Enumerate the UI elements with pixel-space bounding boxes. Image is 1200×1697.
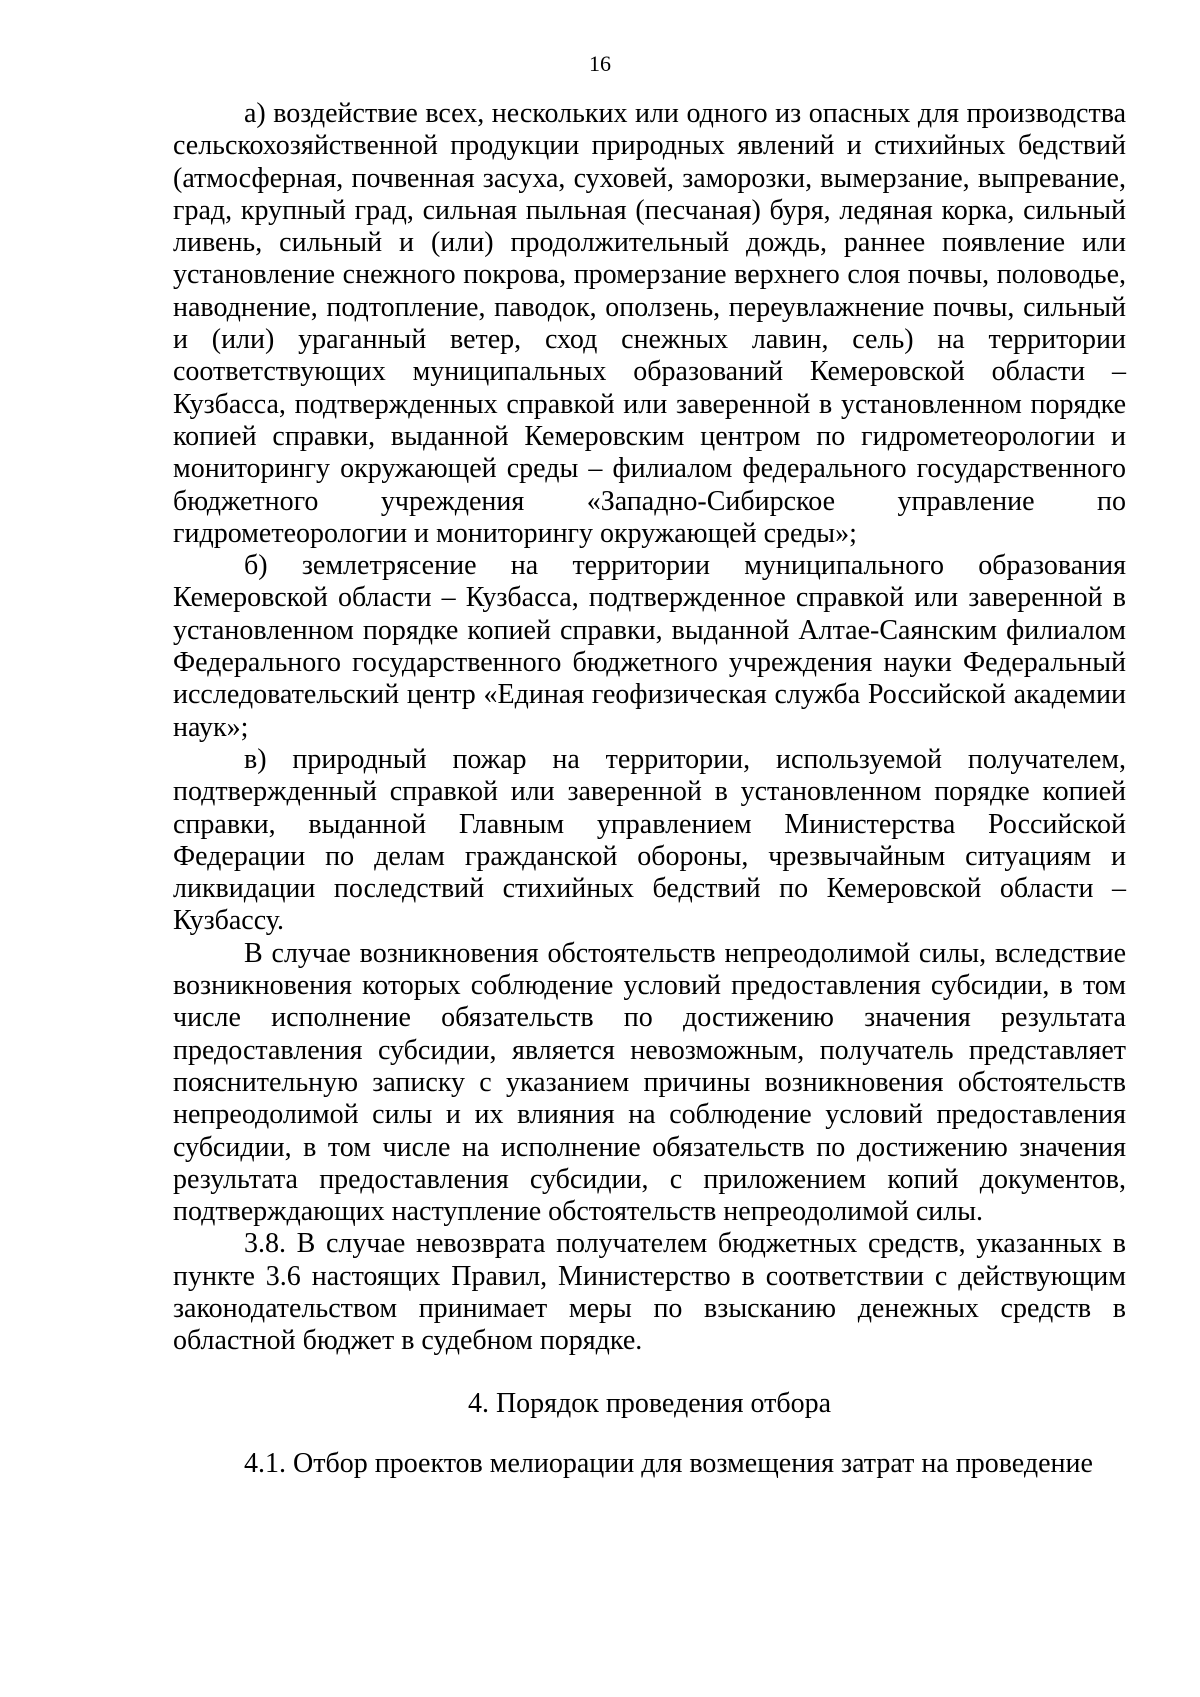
paragraph-force-majeure: В случае возникновения обстоятельств непреодолимой силы, вследствие возникновения которых соблюдение условий предоставления субсидии, в том числе исполнение обязательств по достижению значения результата предоставления субсидии, является невозможным, получатель представляет пояснительную записку с указанием причины возникновения обстоятельств непреодолимой силы и их влияния на соблюдение условий предоставления субсидии, в том числе на исполнение обязательств по достижению значения результата предоставления субсидии, с приложением копий документов, подтверждающих наступление обстоятельств непреодолимой силы. bbox=[173, 937, 1126, 1228]
paragraph-wildfire: в) природный пожар на территории, используемой получателем, подтвержденный справкой или заверенной в установленном порядке копией справки, выданной Главным управлением Министерства Российской Федерации по делам гражданской обороны, чрезвычайным ситуациям и ликвидации последствий стихийных бедствий по Кемеровской области – Кузбассу. bbox=[173, 743, 1126, 937]
section-heading: 4. Порядок проведения отбора bbox=[467, 1387, 832, 1419]
document-body bbox=[173, 98, 1126, 1480]
paragraph-natural-hazards: а) воздействие всех, нескольких или одного из опасных для производства сельскохозяйственной продукции природных явлений и стихийных бедствий (атмосферная, почвенная засуха, суховей, заморозки, вымерзание, выпревание, град, крупный град, сильная пыльная (песчаная) буря, ледяная корка, сильный ливень, сильный и (или) продолжительный дождь, раннее появление или установление снежного покрова, промерзание верхнего слоя почвы, половодье, наводнение, подтопление, паводок, оползень, переувлажнение почвы, сильный и (или) ураганный ветер, сход снежных лавин, сель) на территории соответствующих муниципальных образований Кемеровской области – Кузбасса, подтвержденных справкой или заверенной в установленном порядке копией справки, выданной Кемеровским центром по гидрометеорологии и мониторингу окружающей среды – филиалом федерального государственного бюджетного учреждения «Западно-Сибирское управление по гидрометеорологии и мониторингу окружающей среды»; bbox=[173, 98, 1126, 549]
paragraph-3-8: 3.8. В случае невозврата получателем бюджетных средств, указанных в пункте 3.6 настоящих Правил, Министерство в соответствии с действующим законодательством принимает меры по взысканию денежных средств в областной бюджет в судебном порядке. bbox=[173, 1228, 1126, 1357]
page-number: 16 bbox=[589, 51, 611, 76]
paragraph-earthquake: б) землетрясение на территории муниципального образования Кемеровской области – Кузбасса, подтвержденное справкой или заверенной в установленном порядке копией справки, выданной Алтае-Саянским филиалом Федерального государственного бюджетного учреждения науки Федеральный исследовательский центр «Единая геофизическая служба Российской академии наук»; bbox=[173, 550, 1126, 743]
paragraph-4-1: 4.1. Отбор проектов мелиорации для возмещения затрат на проведение bbox=[244, 1447, 1093, 1479]
